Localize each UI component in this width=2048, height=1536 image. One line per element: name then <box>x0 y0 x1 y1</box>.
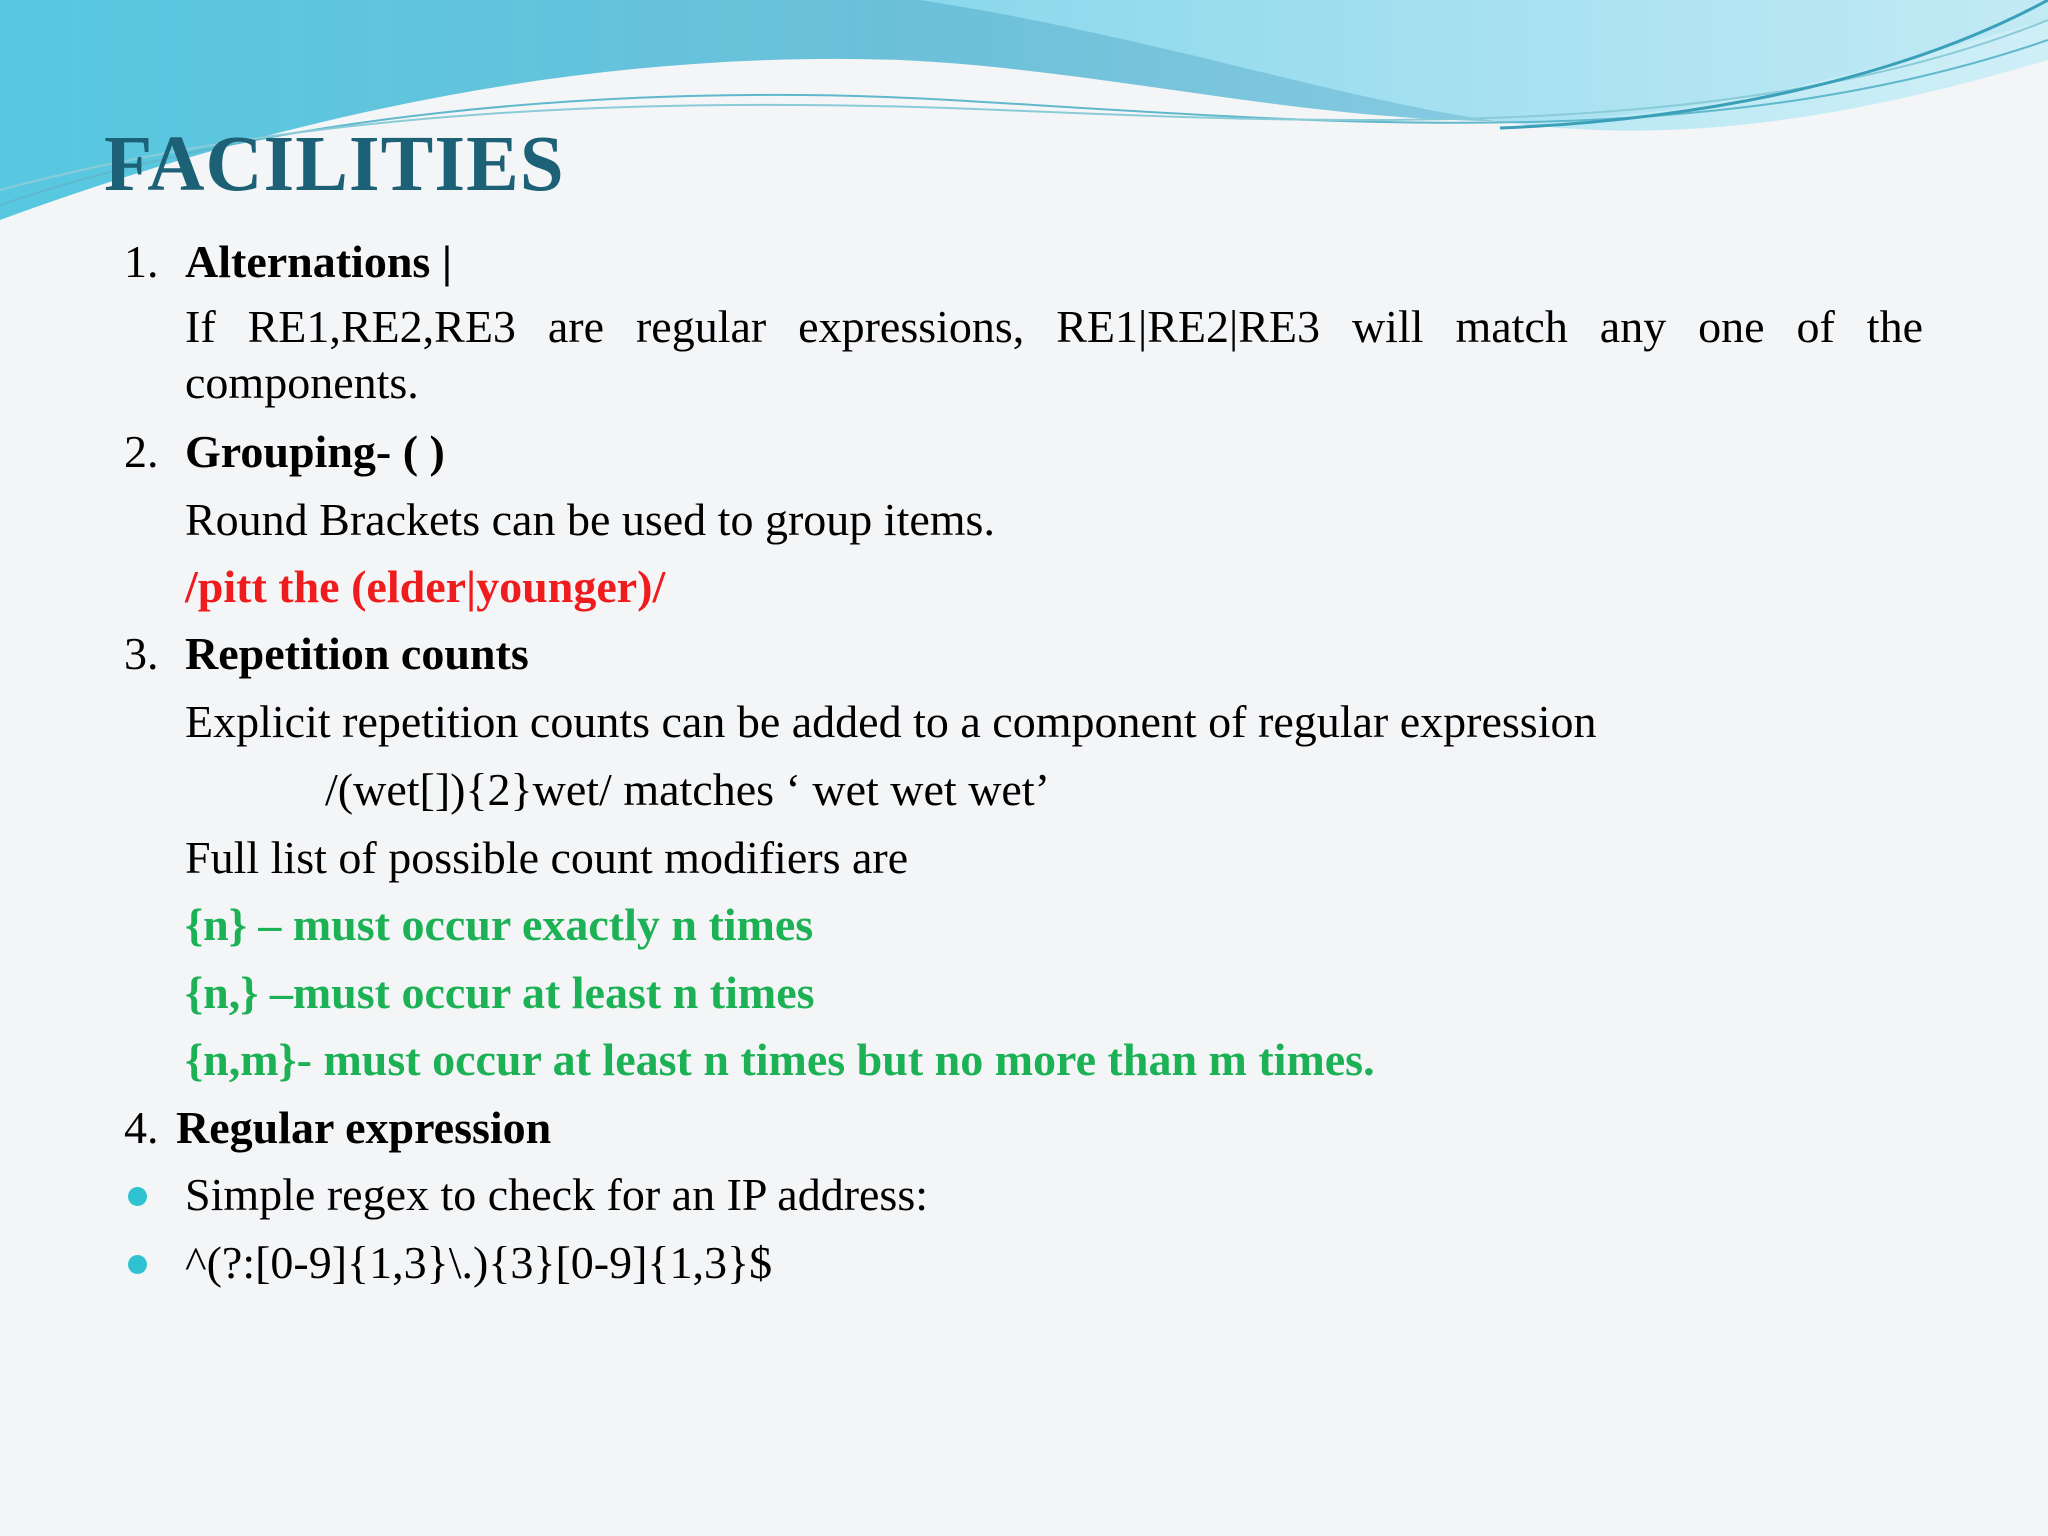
bullet-text: ^(?:[0-9]{1,3}\.){3}[0-9]{1,3}$ <box>185 1237 773 1288</box>
item-3-example: /(wet[]){2}wet/ matches ‘ wet wet wet’ <box>325 764 1050 815</box>
item-1-number: 1. <box>124 236 159 287</box>
item-3-list-intro: Full list of possible count modifiers are <box>185 832 909 883</box>
item-3-number: 3. <box>124 628 159 679</box>
item-2-body: Round Brackets can be used to group items. <box>185 494 995 545</box>
bullet-dot-icon <box>128 1255 147 1274</box>
item-1-body: If RE1,RE2,RE3 are regular expressions, RE1|RE2|RE3 will match any one of the components. <box>185 301 1923 408</box>
bullet-text: Simple regex to check for an IP address: <box>185 1169 929 1220</box>
item-3-body: Explicit repetition counts can be added to a component of regular expression <box>185 696 1597 747</box>
modifier-at-least: {n,} –must occur at least n times <box>185 967 815 1018</box>
modifier-exact: {n} – must occur exactly n times <box>185 899 814 950</box>
bullet-dot-icon <box>128 1187 147 1206</box>
item-3-heading: Repetition counts <box>185 628 529 679</box>
item-4-heading: Regular expression <box>176 1102 552 1153</box>
slide-title: FACILITIES <box>104 121 565 208</box>
item-2-heading: Grouping- ( ) <box>185 426 445 477</box>
item-2-number: 2. <box>124 426 159 477</box>
item-4-number: 4. <box>124 1102 159 1153</box>
item-1-heading: Alternations | <box>185 236 452 287</box>
modifier-range: {n,m}- must occur at least n times but no more than m times. <box>185 1034 1375 1085</box>
item-2-example: /pitt the (elder|younger)/ <box>185 561 666 612</box>
